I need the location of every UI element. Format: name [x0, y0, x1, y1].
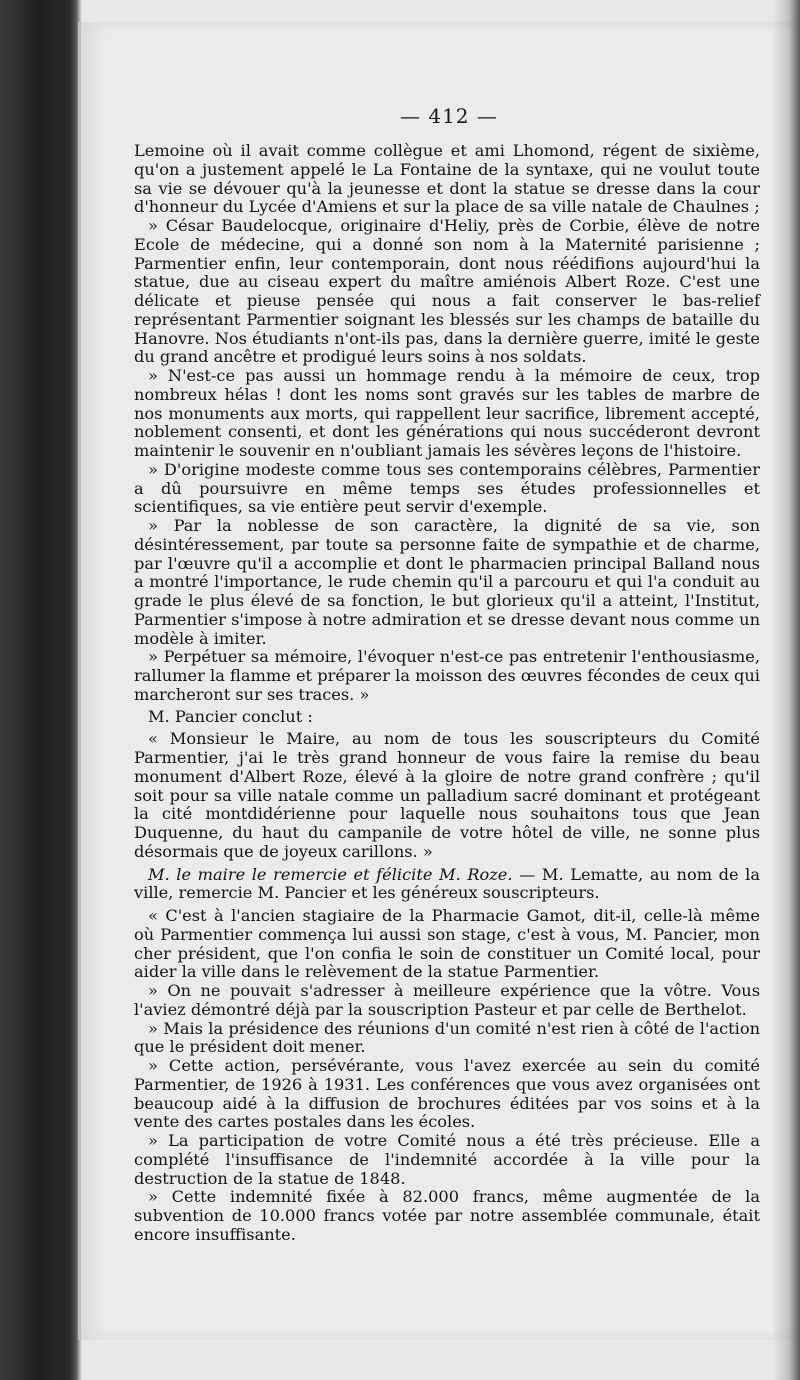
paragraph-participation: » La participation de votre Comité nous a été très précieuse. Elle a complété l'insuffisance de l'indemnité accordée à la ville pour la destruction de la statue de 1848.: [134, 1131, 760, 1188]
paragraph-pancier-conclut: M. Pancier conclut :: [148, 706, 313, 726]
text-lematte: — M. Lematte, au nom de la ville, remercie M. Pancier et les généreux souscripteurs.: [134, 864, 760, 903]
paragraph-indemnite: » Cette indemnité fixée à 82.000 francs, même augmentée de la subvention de 10.000 francs votée par notre assemblée communale, était encore insuffisante.: [134, 1187, 760, 1244]
paragraph-monsieur-le-maire: « Monsieur le Maire, au nom de tous les souscripteurs du Comité Parmentier, j'ai le très grand honneur de vous faire la remise du beau monument d'Albert Roze, élevé à la gloire de notre grand confrère ; qu'il soit pour sa ville natale comme un palladium sacré dominant et protégeant la cité montdidérienne pour laquelle nous souhaitons tous que Jean Duquenne, du haut du campanile de votre hôtel de ville, ne sonne plus désormais que de joyeux carillons. »: [134, 729, 760, 861]
body-text: [134, 142, 760, 1245]
paragraph-presidence: » Mais la présidence des réunions d'un comité n'est rien à côté de l'action que le président doit mener.: [134, 1018, 760, 1057]
paragraph-baudelocque: » César Baudelocque, originaire d'Heliy, près de Corbie, élève de notre Ecole de médecine, qui a donné son nom à la Maternité parisienne ; Parmentier enfin, leur contemporain, dont nous réédifions aujourd'hui la statue, due au ciseau expert du maître amiénois Albert Roze. C'est une délicate et pieuse pensée qui nous a fait conserver le bas-relief représentant Parmentier soignant les blessés sur les champs de bataille du Hanovre. Nos étudiants n'ont-ils pas, dans la dernière guerre, imité le geste du grand ancêtre et prodigué leurs soins à nos soldats.: [134, 216, 760, 367]
paragraph-origine: » D'origine modeste comme tous ses contemporains célèbres, Parmentier a dû poursuivre en même temps ses études professionnelles et scientifiques, sa vie entière peut servir d'exemple.: [134, 459, 760, 517]
page-number: — 412 —: [400, 104, 498, 128]
paragraph-stagiaire: « C'est à l'ancien stagiaire de la Pharmacie Gamot, dit-il, celle-là même où Parmentier commença lui aussi son stage, c'est à vous, M. Pancier, mon cher président, que l'on confia le soin de constituer un Comité local, pour aider la ville dans le relèvement de la statue Parmentier.: [134, 906, 760, 982]
paragraph-hommage: » N'est-ce pas aussi un hommage rendu à la mémoire de ceux, trop nombreux hélas ! dont les noms sont gravés sur les tables de marbre de nos monuments aux morts, qui rappellent leur sacrifice, librement accepté, noblement consenti, et dont les générations qui nous succéderont devront maintenir le souvenir en n'oubliant jamais les sévères leçons de l'histoire.: [134, 366, 760, 460]
paragraph-noblesse: » Par la noblesse de son caractère, la dignité de sa vie, son désintéressement, par toute sa personne faite de sympathie et de charme, par l'œuvre qu'il a accomplie et dont le pharmacien principal Balland nous a montré l'importance, le rude chemin qu'il a parcouru et qui l'a conduit au grade le plus élevé de sa fonction, le but glorieux qu'il a atteint, l'Institut, Parmentier s'impose à notre admiration et se dresse devant nous comme un modèle à imiter.: [134, 516, 760, 648]
paragraph-maire-remercie: [134, 866, 760, 904]
paragraph-lemoine: Lemoine où il avait comme collègue et ami Lhomond, régent de sixième, qu'on a justement appelé le La Fontaine de la syntaxe, qui ne voulut toute sa vie se dévouer qu'à la jeunesse et dont la statue se dresse dans la cour d'honneur du Lycée d'Amiens et sur la place de sa ville natale de Chaulnes ;: [134, 141, 760, 217]
paragraph-experience: » On ne pouvait s'adresser à meilleure expérience que la vôtre. Vous l'aviez démontré déjà par la souscription Pasteur et par celle de Berthelot.: [134, 981, 760, 1019]
italic-maire-remercie: M. le maire le remercie et félicite M. Roze.: [148, 864, 513, 884]
paragraph-action: » Cette action, persévérante, vous l'avez exercée au sein du comité Parmentier, de 1926 à 1931. Les conférences que vous avez organisées ont beaucoup aidé à la diffusion de brochures éditées par vos soins et à la vente des cartes postales dans les écoles.: [134, 1056, 760, 1132]
paragraph-perpetuer: » Perpétuer sa mémoire, l'évoquer n'est-ce pas entretenir l'enthousiasme, rallumer la flamme et préparer la moisson des œuvres fécondes de ceux qui marcheront sur ses traces. »: [134, 647, 760, 704]
page-edge-shadow: [772, 0, 800, 1380]
